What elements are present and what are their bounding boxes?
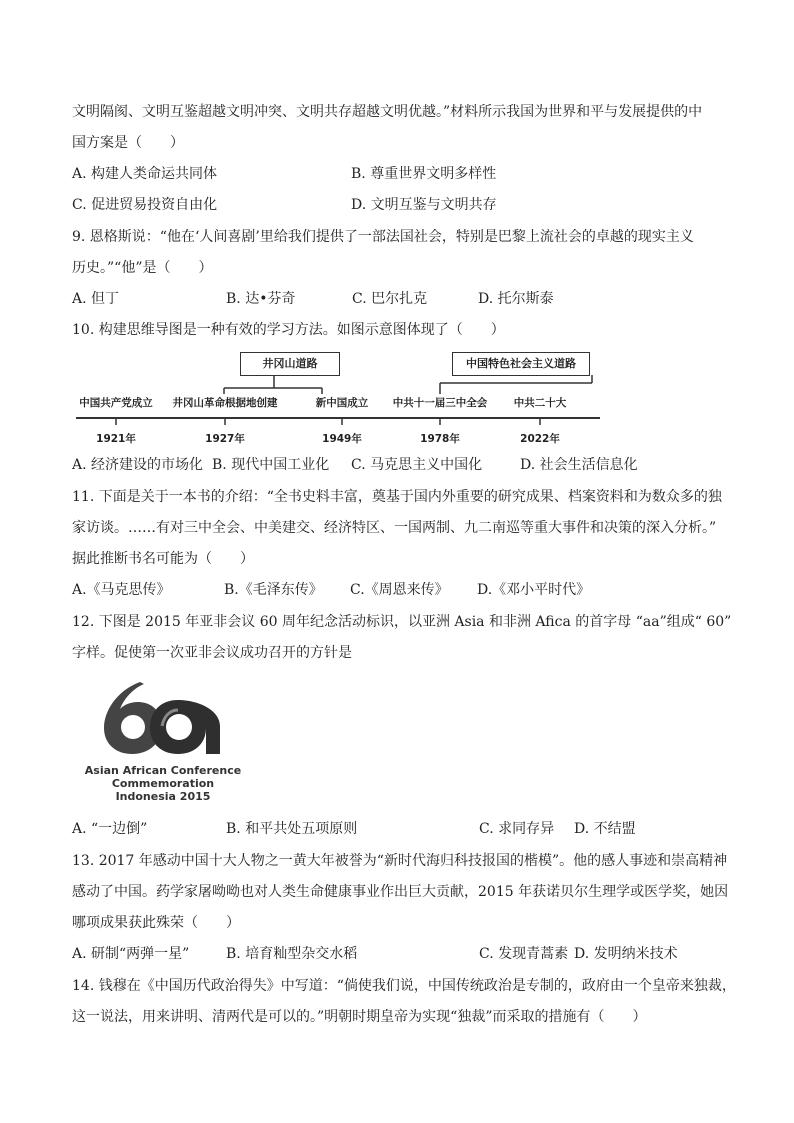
aac-logo bbox=[78, 676, 248, 804]
timeline-year-4: 1978年 bbox=[420, 433, 460, 445]
q12-option-d: D. 不结盟 bbox=[574, 821, 636, 837]
q11-option-b: B.《毛泽东传》 bbox=[224, 582, 323, 598]
q12-stem-line1: 12. 下图是 2015 年亚非会议 60 周年纪念活动标识，以亚洲 Asia 和非洲 Afica 的首字母 “aa”组成“ 60” bbox=[72, 614, 732, 630]
q8-option-b: B. 尊重世界文明多样性 bbox=[351, 166, 497, 182]
q13-option-d: D. 发明纳米技术 bbox=[574, 946, 678, 962]
q9-option-d: D. 托尔斯泰 bbox=[478, 291, 554, 307]
timeline-year-2: 1927年 bbox=[205, 433, 245, 445]
q14-stem-line1: 14. 钱穆在《中国历代政治得失》中写道：“倘使我们说，中国传统政治是专制的，政府由一个皇帝来独裁， bbox=[72, 978, 736, 994]
q13-option-b: B. 培育籼型杂交水稻 bbox=[226, 946, 358, 962]
timeline-event-1: 中国共产党成立 bbox=[79, 397, 153, 409]
q11-stem-line1: 11. 下面是关于一本书的介绍：“全书史料丰富，奠基于国内外重要的研究成果、档案资料和为数众多的独 bbox=[72, 489, 722, 505]
q10-option-d: D. 社会生活信息化 bbox=[520, 457, 638, 473]
q11-stem-line3: 据此推断书名可能为（ ） bbox=[72, 551, 254, 567]
q12-option-b: B. 和平共处五项原则 bbox=[226, 821, 358, 837]
q9-option-b: B. 达•芬奇 bbox=[226, 291, 296, 307]
timeline-year-1: 1921年 bbox=[96, 433, 136, 445]
q11-option-c: C.《周恩来传》 bbox=[350, 582, 449, 598]
q8-option-a: A. 构建人类命运共同体 bbox=[72, 166, 218, 182]
q8-option-d: D. 文明互鉴与文明共存 bbox=[351, 197, 497, 213]
aac-60-logo-icon bbox=[78, 676, 248, 756]
timeline-event-2: 井冈山革命根据地创建 bbox=[172, 397, 278, 409]
q14-stem-line2: 这一说法，用来讲明、清两代是可以的。”明朝时期皇帝为实现“独裁”而采取的措施有（ ） bbox=[72, 1009, 647, 1025]
q9-stem-line2: 历史。”“他”是（ ） bbox=[72, 260, 213, 276]
q10-option-a: A. 经济建设的市场化 bbox=[72, 457, 204, 473]
q12-option-c: C. 求同存异 bbox=[479, 821, 555, 837]
timeline-event-4: 中共十一届三中全会 bbox=[392, 397, 488, 409]
q10-option-b: B. 现代中国工业化 bbox=[212, 457, 330, 473]
timeline-box-jinggangshan: 井冈山道路 bbox=[240, 352, 340, 376]
q9-option-c: C. 巴尔扎克 bbox=[352, 291, 428, 307]
q10-stem: 10. 构建思维导图是一种有效的学习方法。如图示意图体现了（ ） bbox=[72, 322, 505, 338]
aac-logo-text-line2: Commemoration bbox=[111, 777, 215, 790]
timeline-year-5: 2022年 bbox=[520, 433, 560, 445]
aac-logo-text-line1: Asian African Conference bbox=[84, 764, 242, 777]
q8-stem-line2: 国方案是（ ） bbox=[72, 135, 184, 151]
q9-stem-line1: 9. 恩格斯说：“他在‘人间喜剧’里给我们提供了一部法国社会，特别是巴黎上流社会的卓越的现实主义 bbox=[72, 229, 694, 245]
q13-option-a: A. 研制“两弹一星” bbox=[72, 946, 190, 962]
q13-stem-line1: 13. 2017 年感动中国十大人物之一黄大年被誉为“新时代海归科技报国的楷模”。他的感人事迹和崇高精神 bbox=[72, 853, 728, 869]
q11-stem-line2: 家访谈。……有对三中全会、中美建交、经济特区、一国两制、九二南巡等重大事件和决策的深入分析。” bbox=[72, 520, 717, 536]
q13-stem-line3: 哪项成果获此殊荣（ ） bbox=[72, 915, 240, 931]
q13-option-c: C. 发现青蒿素 bbox=[479, 946, 569, 962]
q9-option-a: A. 但丁 bbox=[72, 291, 120, 307]
timeline-event-5: 中共二十大 bbox=[513, 397, 567, 409]
timeline-event-3: 新中国成立 bbox=[315, 397, 369, 409]
timeline-diagram bbox=[72, 345, 602, 450]
q12-stem-line2: 字样。促使第一次亚非会议成功召开的方针是 bbox=[72, 645, 352, 661]
q12-option-a: A. “一边倒” bbox=[72, 821, 148, 837]
q8-option-c: C. 促进贸易投资自由化 bbox=[72, 197, 218, 213]
q11-option-a: A.《马克思传》 bbox=[72, 582, 171, 598]
q10-option-c: C. 马克思主义中国化 bbox=[351, 457, 483, 473]
q13-stem-line2: 感动了中国。药学家屠呦呦也对人类生命健康事业作出巨大贡献，2015 年获诺贝尔生理学或医学奖，她因 bbox=[72, 884, 729, 900]
timeline-box-socialism-chinese: 中国特色社会主义道路 bbox=[452, 352, 590, 376]
aac-logo-text-line3: Indonesia 2015 bbox=[115, 790, 211, 803]
q11-option-d: D.《邓小平时代》 bbox=[477, 582, 591, 598]
q8-stem-line1: 文明隔阂、文明互鉴超越文明冲突、文明共存超越文明优越。”材料所示我国为世界和平与发展提供的中 bbox=[72, 104, 703, 120]
timeline-year-3: 1949年 bbox=[322, 433, 362, 445]
